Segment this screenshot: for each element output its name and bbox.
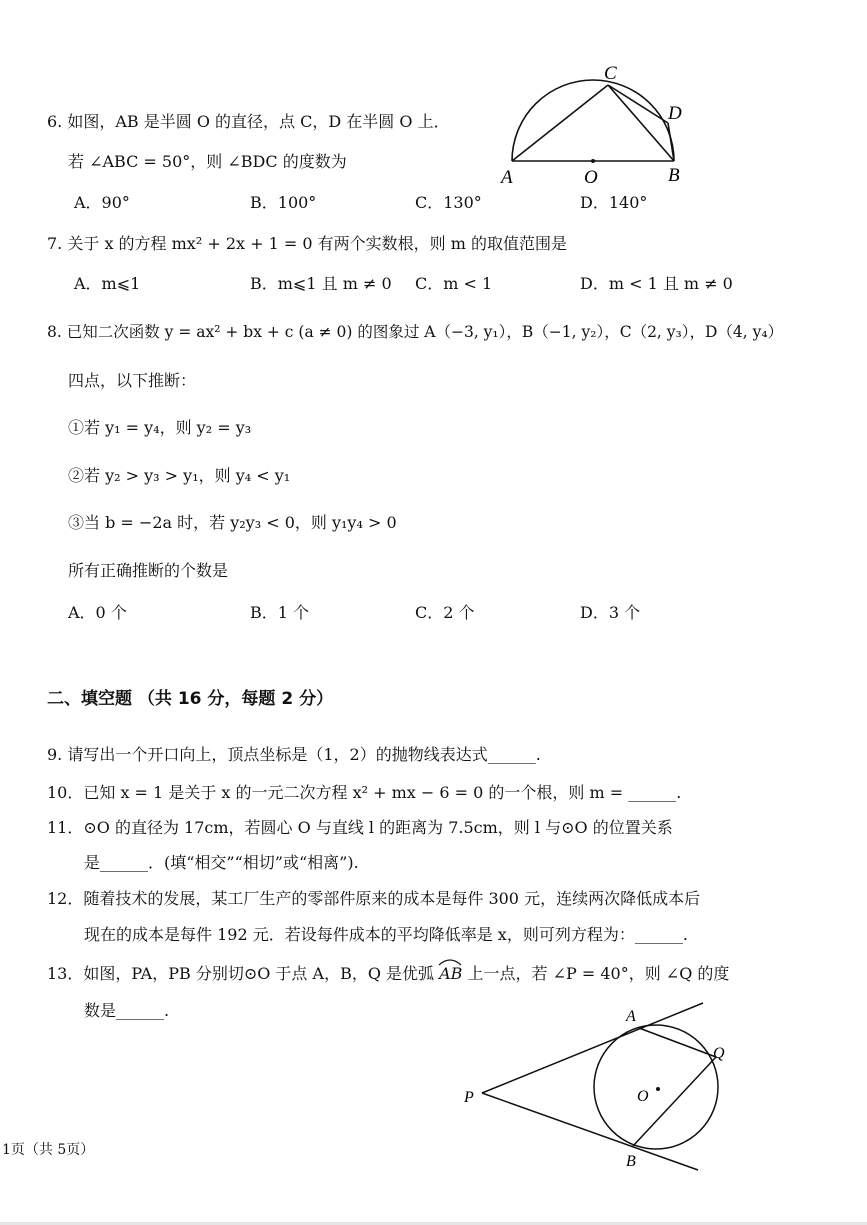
label-c: C (604, 63, 617, 84)
label-o: O (584, 167, 598, 188)
q10-text: 10．已知 x = 1 是关于 x 的一元二次方程 x² + mx − 6 = 0 的一个根，则 m = ______. (47, 783, 682, 802)
label-q: Q (713, 1045, 725, 1062)
q6-line1: 6. 如图，AB 是半圆 O 的直径，点 C，D 在半圆 O 上． (47, 112, 450, 131)
q11-line2: 是______．(填“相交”“相切”或“相离”). (84, 853, 359, 872)
q13-arc-ab: AB (439, 964, 462, 984)
semicircle-arc (512, 80, 674, 161)
q9-text: 9. 请写出一个开口向上，顶点坐标是（1，2）的抛物线表达式______. (47, 745, 541, 764)
q8-option-c: C．2 个 (415, 603, 475, 622)
label-d: D (668, 103, 682, 124)
q6-option-c: C．130° (415, 193, 482, 212)
q13-line2: 数是______. (84, 1001, 170, 1020)
q6-line2: 若 ∠ABC = 50°，则 ∠BDC 的度数为 (68, 152, 347, 171)
label-a: A (501, 167, 513, 188)
q7-option-d: D．m < 1 且 m ≠ 0 (580, 274, 733, 293)
q12-line2: 现在的成本是每件 192 元．若设每件成本的平均降低率是 x，则可列方程为：______. (84, 925, 688, 944)
q12-line1: 12．随着技术的发展，某工厂生产的零部件原来的成本是每件 300 元，连续两次降低成本后 (47, 889, 701, 908)
q6-option-b: B．100° (250, 193, 317, 212)
center-o-dot (656, 1087, 660, 1091)
q8-line1: 8. 已知二次函数 y = ax² + bx + c (a ≠ 0) 的图象过 A（−3, y₁），B（−1, y₂），C（2, y₃），D（4, y₄） (47, 323, 784, 341)
q13-text-b: 上一点，若 ∠P = 40°，则 ∠Q 的度 (462, 964, 730, 983)
q13-text-a: 13．如图，PA，PB 分别切⊙O 于点 A，B，Q 是优弧 (47, 964, 440, 983)
section2-title: 二、填空题 （共 16 分，每题 2 分） (47, 689, 334, 709)
q13-line1 (47, 964, 729, 984)
label-b: B (626, 1153, 636, 1170)
q8-statement-2: ②若 y₂ > y₃ > y₁，则 y₄ < y₁ (68, 466, 291, 485)
arc-symbol-icon (438, 958, 462, 966)
center-o-dot (591, 159, 595, 163)
q8-option-d: D．3 个 (580, 603, 641, 622)
chord-db (668, 123, 674, 161)
label-p: P (464, 1089, 474, 1106)
q8-question: 所有正确推断的个数是 (68, 561, 229, 580)
chord-ac (512, 85, 608, 161)
label-o: O (637, 1088, 649, 1105)
q7-option-b: B．m⩽1 且 m ≠ 0 (250, 274, 392, 293)
tangent-pa (482, 1003, 703, 1093)
q8-option-a: A．0 个 (68, 603, 127, 622)
q8-line2: 四点，以下推断： (68, 371, 197, 390)
page-footer: 1页（共 5页） (2, 1142, 95, 1158)
chord-cb (608, 85, 674, 161)
chord-cd (608, 85, 668, 123)
q6-option-d: D．140° (580, 193, 648, 212)
q6-option-a: A．90° (74, 193, 130, 212)
chord-bq (633, 1057, 716, 1146)
label-a: A (626, 1008, 636, 1025)
q7-line1: 7. 关于 x 的方程 mx² + 2x + 1 = 0 有两个实数根，则 m 的取值范围是 (47, 234, 567, 253)
q11-line1: 11．⊙O 的直径为 17cm，若圆心 O 与直线 l 的距离为 7.5cm，则 l 与⊙O 的位置关系 (47, 818, 673, 837)
q8-statement-3: ③当 b = −2a 时，若 y₂y₃ < 0，则 y₁y₄ > 0 (68, 513, 397, 532)
circle-o (594, 1025, 718, 1149)
q8-option-b: B．1 个 (250, 603, 310, 622)
q7-option-a: A．m⩽1 (74, 274, 141, 293)
q7-option-c: C．m < 1 (415, 274, 493, 293)
tangent-pb (482, 1093, 698, 1170)
chord-aq (639, 1028, 716, 1057)
label-b: B (668, 165, 680, 186)
q8-statement-1: ①若 y₁ = y₄，则 y₂ = y₃ (68, 418, 252, 437)
